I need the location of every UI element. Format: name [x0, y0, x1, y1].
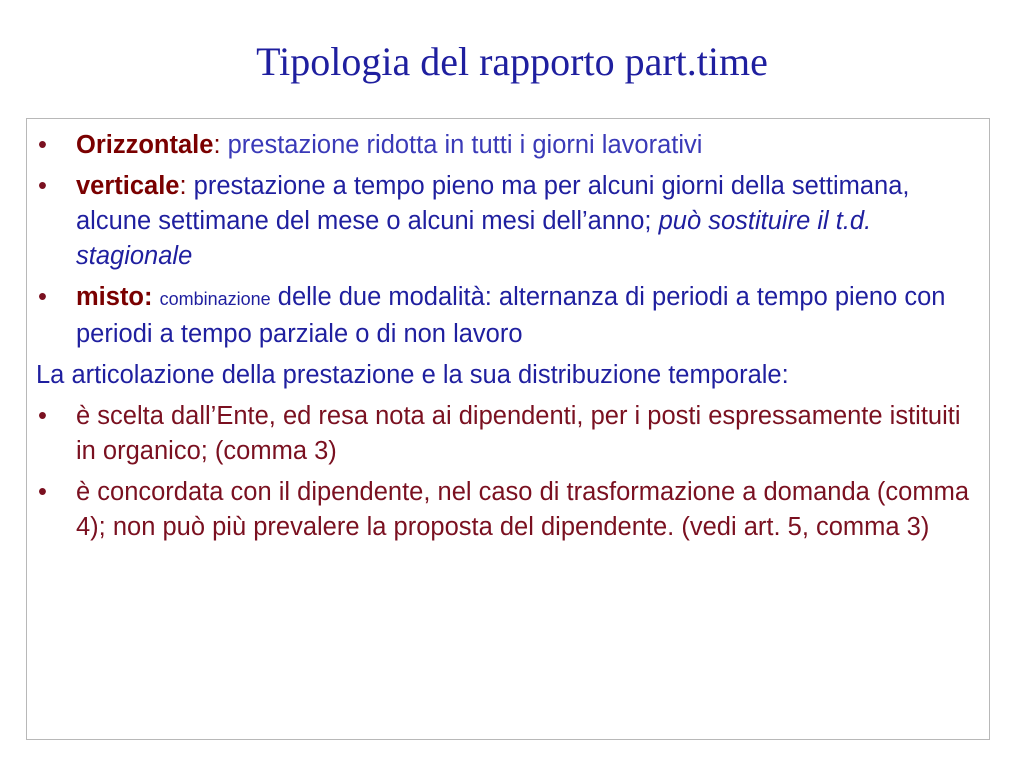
- term-separator: :: [213, 131, 221, 159]
- item-text: prestazione a tempo pieno ma per alcuni giorni della settimana, alcune settimane del mese o alcuni mesi dell’anno;: [76, 172, 910, 235]
- item-text: è concordata con il dipendente, nel caso di trasformazione a domanda (comma 4); non può più prevalere la proposta del dipendente. (vedi art. 5, comma 3): [76, 478, 970, 541]
- bullet-item-concordata: [36, 475, 986, 545]
- slide-title: Tipologia del rapporto part.time: [256, 39, 768, 84]
- bullet-item-verticale: [36, 169, 986, 274]
- bullet-icon: •: [38, 402, 47, 430]
- bullet-item-orizzontale: [36, 128, 986, 163]
- bullet-icon: •: [38, 283, 47, 311]
- term-label: misto: [76, 283, 145, 311]
- term-separator: :: [179, 172, 187, 200]
- bullet-icon: •: [38, 131, 47, 159]
- bullet-item-scelta: [36, 399, 986, 469]
- item-text: delle due modalità: alternanza di periodi a tempo pieno con periodi a tempo parziale o di non lavoro: [76, 283, 946, 348]
- item-text: è scelta dall’Ente, ed resa nota ai dipendenti, per i posti espressamente istituiti in organico; (comma 3): [76, 402, 961, 465]
- term-label: Orizzontale: [76, 131, 214, 159]
- bullet-icon: •: [38, 172, 47, 200]
- term-label: verticale: [76, 172, 180, 200]
- item-text: prestazione ridotta in tutti i giorni lavorativi: [220, 131, 703, 159]
- item-small-word: combinazione: [159, 289, 271, 309]
- intro-paragraph: La articolazione della prestazione e la sua distribuzione temporale:: [36, 361, 789, 389]
- item-italic-note: può sostituire il t.d. stagionale: [76, 207, 872, 270]
- slide-content: [36, 128, 986, 551]
- term-separator: :: [144, 283, 153, 311]
- bullet-icon: •: [38, 478, 47, 506]
- bullet-item-misto: [36, 280, 986, 352]
